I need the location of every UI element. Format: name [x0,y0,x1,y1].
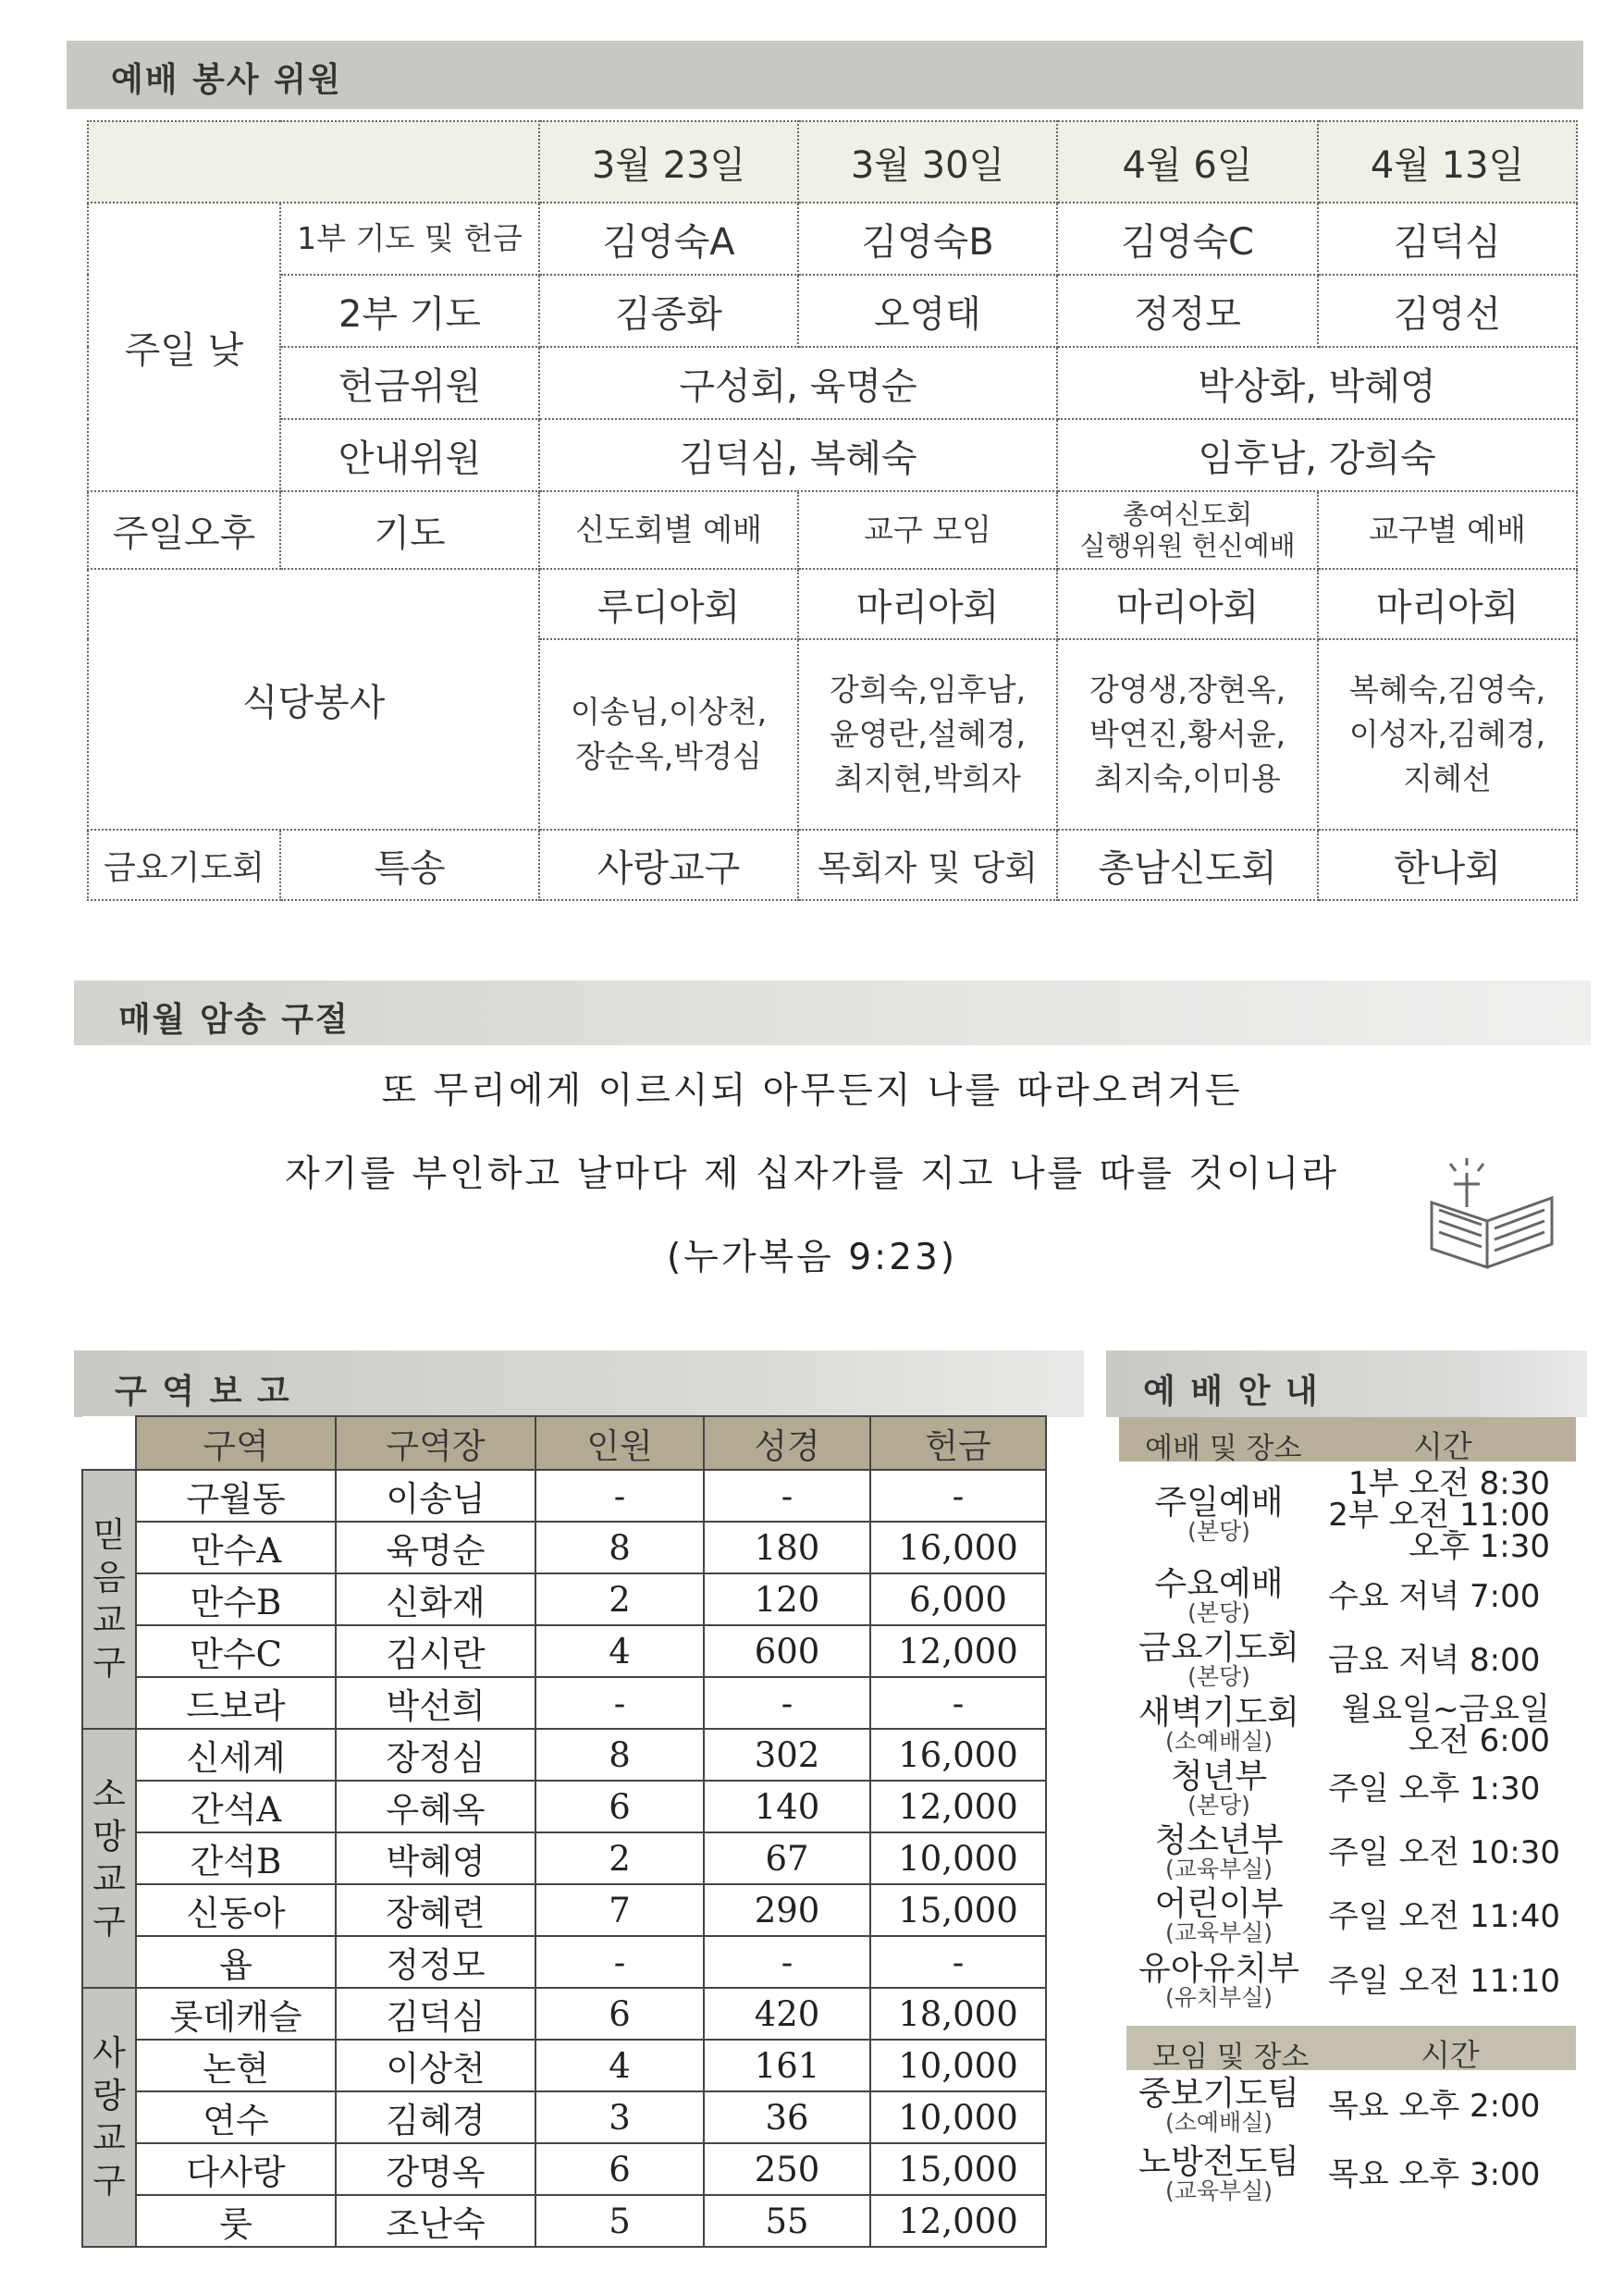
special-song-cell: 한나회 [1318,830,1577,900]
bible-icon [1413,1156,1570,1276]
service-place: (본당) [1187,1663,1250,1690]
bible-count: 600 [704,1625,870,1677]
district-name: 롯데캐슬 [136,1988,336,2040]
table-row [82,1729,1046,1781]
table-row [82,1677,1046,1729]
bible-count: 55 [704,2195,870,2247]
district-name: 연수 [136,2091,336,2143]
service-place: (본당) [1187,1792,1250,1819]
district-report-body [82,1470,1046,2247]
leader-name: 박혜영 [336,1832,535,1884]
service-row [1126,1465,1574,1565]
member-count: 4 [535,2040,704,2091]
date-header: 3월 30일 [798,121,1057,203]
date-header: 4월 6일 [1057,121,1318,203]
bible-count: 36 [704,2091,870,2143]
member-count: - [535,1677,704,1729]
service-name: 금요기도회 [1138,1629,1299,1667]
offering-cell: 구성회, 육명순 [539,347,1057,419]
member-count: 3 [535,2091,704,2143]
meeting-row [1126,2140,1574,2209]
pm-prayer-cell: 교구 모임 [798,491,1057,569]
service-place: (교육부실) [1164,1856,1273,1882]
service-time: 1부 오전 8:30 2부 오전 11:00 오후 1:30 [1328,1465,1550,1565]
prayer2-cell: 김종화 [539,275,798,347]
table-row [82,1988,1046,2040]
col-header-bible: 성경 [704,1416,870,1470]
service-name: 청소년부 [1154,1821,1284,1859]
table-row [82,1936,1046,1988]
offering-amount: 15,000 [870,1884,1046,1936]
meeting-header-time: 시간 [1421,2037,1480,2073]
district-name: 만수B [136,1573,336,1625]
service-name-block [1126,1950,1311,2011]
offering-amount: 10,000 [870,2040,1046,2091]
sunday-pm-label: 주일오후 [88,491,280,569]
member-count: 5 [535,2195,704,2247]
col-header-offering: 헌금 [870,1416,1046,1470]
service-time: 주일 오전 10:30 [1328,1834,1560,1871]
prayer1-cell: 김덕심 [1318,203,1577,275]
leader-name: 이송님 [336,1470,535,1522]
table-row [82,1832,1046,1884]
service-place: (교육부실) [1164,2177,1273,2204]
col-header-members: 인원 [535,1416,704,1470]
leader-name: 김덕심 [336,1988,535,2040]
verse-line-1: 또 무리에게 이르시되 아무든지 나를 따라오려거든 [381,1070,1243,1112]
prayer1-cell: 김영숙C [1057,203,1318,275]
table-row [82,1573,1046,1625]
pm-prayer-cell: 교구별 예배 [1318,491,1577,569]
service-name-block [1126,1760,1311,1818]
member-count: 8 [535,1729,704,1781]
district-name: 논현 [136,2040,336,2091]
special-song-label: 특송 [280,830,539,900]
verse-reference: (누가복음 9:23) [666,1237,958,1278]
leader-name: 김시란 [336,1625,535,1677]
table-row [82,1522,1046,1573]
member-count: 7 [535,1884,704,1936]
leader-name: 장혜련 [336,1884,535,1936]
cafeteria-label: 식당봉사 [88,569,539,830]
service-name: 유아유치부 [1138,1950,1299,1988]
service-name: 노방전도팀 [1138,2143,1299,2181]
offering-amount: - [870,1470,1046,1522]
district-name: 만수A [136,1522,336,1573]
service-name: 주일예배 [1154,1484,1284,1522]
district-name: 욥 [136,1936,336,1988]
offering-amount: 12,000 [870,1781,1046,1832]
col-header-leader: 구역장 [336,1416,535,1470]
bible-count: 302 [704,1729,870,1781]
service-time: 수요 저녁 7:00 [1328,1578,1541,1615]
service-time: 월요일~금요일 오전 6:00 [1341,1691,1550,1759]
special-song-cell: 총남신도회 [1057,830,1318,900]
service-time: 주일 오전 11:10 [1328,1963,1560,2000]
service-name: 수요예배 [1154,1565,1284,1603]
service-header-place: 예배 및 장소 [1145,1432,1302,1465]
member-count: - [535,1470,704,1522]
leader-name: 박선희 [336,1677,535,1729]
service-time: 주일 오후 1:30 [1328,1770,1541,1807]
bible-count: 420 [704,1988,870,2040]
bible-count: - [704,1936,870,1988]
service-time: 주일 오전 11:40 [1328,1898,1560,1935]
leader-name: 김혜경 [336,2091,535,2143]
pm-prayer-cell: 신도회별 예배 [539,491,798,569]
offering-amount: 18,000 [870,1988,1046,2040]
offering-amount: 6,000 [870,1573,1046,1625]
sunday-day-label: 주일 낮 [88,203,280,491]
district-name: 신동아 [136,1884,336,1936]
table-row [82,1884,1046,1936]
service-name-block [1126,1486,1311,1544]
leader-name: 강명옥 [336,2143,535,2195]
date-header: 3월 23일 [539,121,798,203]
district-name: 만수C [136,1625,336,1677]
bible-count: 290 [704,1884,870,1936]
district-name: 구월동 [136,1470,336,1522]
cafeteria-members: 복혜숙,김영숙, 이성자,김혜경, 지혜선 [1318,639,1577,830]
district-group-label: 사 랑 교 구 [82,1988,136,2247]
service-row [1126,1565,1574,1628]
corner-cell [88,121,539,203]
service-name-block [1126,1821,1311,1882]
leader-name: 육명순 [336,1522,535,1573]
member-count: 2 [535,1832,704,1884]
offering-amount: 10,000 [870,2091,1046,2143]
cafeteria-group: 마리아회 [1057,569,1318,639]
member-count: 8 [535,1522,704,1573]
leader-name: 우혜옥 [336,1781,535,1832]
usher-cell: 임후남, 강희숙 [1057,419,1577,491]
verse-line-2: 자기를 부인하고 날마다 제 십자가를 지고 나를 따를 것이니라 [284,1153,1340,1195]
special-song-cell: 목회자 및 당회 [798,830,1057,900]
worship-committee-table [87,120,1578,901]
memory-verse-header [74,980,1591,1045]
district-name: 룻 [136,2195,336,2247]
service-name-block [1126,1565,1311,1626]
offering-amount: - [870,1936,1046,1988]
service-time: 목요 오후 3:00 [1328,2156,1541,2193]
service-name-block [1126,1885,1311,1946]
service-row [1126,1820,1574,1885]
service-guide-header [1106,1350,1587,1417]
table-row [82,1625,1046,1677]
district-name: 신세계 [136,1729,336,1781]
table-row [82,2091,1046,2143]
prayer1-cell: 김영숙A [539,203,798,275]
cafeteria-members: 강희숙,임후남, 윤영란,설혜경, 최지현,박희자 [798,639,1057,830]
worship-committee-title: 예배 봉사 위원 [111,61,342,99]
cafeteria-members: 이송님,이상천, 장순옥,박경심 [539,639,798,830]
offering-amount: - [870,1677,1046,1729]
district-name: 드보라 [136,1677,336,1729]
service-place: (본당) [1187,1518,1250,1545]
service-name: 청년부 [1170,1758,1268,1795]
table-row [82,2040,1046,2091]
service-header-time: 시간 [1413,1428,1472,1464]
district-report-title: 구 역 보 고 [115,1373,291,1411]
member-count: 6 [535,2143,704,2195]
service-name: 어린이부 [1154,1885,1284,1923]
offering-amount: 12,000 [870,2195,1046,2247]
district-name: 간석A [136,1781,336,1832]
district-name: 다사랑 [136,2143,336,2195]
memory-verse-title: 매월 암송 구절 [118,1001,350,1039]
bible-count: - [704,1470,870,1522]
member-count: - [535,1936,704,1988]
service-place: (교육부실) [1164,1919,1273,1946]
service-row [1126,1885,1574,1948]
district-name: 간석B [136,1832,336,1884]
cafeteria-group: 마리아회 [798,569,1057,639]
offering-cell: 박상화, 박혜영 [1057,347,1577,419]
service-place: (소예배실) [1164,2109,1273,2136]
cafeteria-group: 루디아회 [539,569,798,639]
bible-count: 250 [704,2143,870,2195]
cafeteria-group: 마리아회 [1318,569,1577,639]
service-name-block [1126,2075,1311,2136]
district-report-table [81,1415,1047,2248]
service-row [1126,1693,1574,1758]
bible-count: 120 [704,1573,870,1625]
service-table-header [1119,1417,1576,1465]
pm-prayer-label: 기도 [280,491,539,569]
meeting-row [1126,2072,1574,2140]
service-row [1126,1758,1574,1820]
offering-amount: 10,000 [870,1832,1046,1884]
district-group-label: 소 망 교 구 [82,1729,136,1988]
member-count: 6 [535,1781,704,1832]
service-name-block [1126,1629,1311,1690]
bible-count: 161 [704,2040,870,2091]
cafeteria-members: 강영생,장현옥, 박연진,황서윤, 최지숙,이미용 [1057,639,1318,830]
prayer2-cell: 정정모 [1057,275,1318,347]
service-name: 새벽기도회 [1138,1694,1299,1732]
service-place: (유치부실) [1164,1984,1273,2011]
bible-count: 180 [704,1522,870,1573]
table-row [82,1470,1046,1522]
prayer1-cell: 김영숙B [798,203,1057,275]
usher-cell: 김덕심, 복혜숙 [539,419,1057,491]
prayer2-cell: 오영태 [798,275,1057,347]
offering-amount: 16,000 [870,1522,1046,1573]
leader-name: 정정모 [336,1936,535,1988]
leader-name: 신화재 [336,1573,535,1625]
service-time: 금요 저녁 8:00 [1328,1642,1541,1679]
service-row [1126,1948,1574,2015]
prayer1-label: 1부 기도 및 헌금 [280,203,539,275]
member-count: 2 [535,1573,704,1625]
district-group-label: 믿 음 교 구 [82,1470,136,1729]
prayer2-label: 2부 기도 [280,275,539,347]
col-header-district: 구역 [136,1416,336,1470]
service-name: 중보기도팀 [1138,2075,1299,2113]
meeting-table-header [1126,2026,1576,2074]
table-row [82,2195,1046,2247]
service-time: 목요 오후 2:00 [1328,2088,1541,2125]
offering-amount: 16,000 [870,1729,1046,1781]
service-name-block [1126,1696,1311,1754]
meeting-header-place: 모임 및 장소 [1152,2041,1310,2074]
bible-count: 140 [704,1781,870,1832]
bible-count: - [704,1677,870,1729]
prayer2-cell: 김영선 [1318,275,1577,347]
offering-label: 헌금위원 [280,347,539,419]
leader-name: 장정심 [336,1729,535,1781]
service-name-block [1126,2143,1311,2204]
table-row [82,1781,1046,1832]
table-row [82,2143,1046,2195]
date-header: 4월 13일 [1318,121,1577,203]
usher-label: 안내위원 [280,419,539,491]
service-guide-title: 예 배 안 내 [1143,1373,1320,1411]
special-song-cell: 사랑교구 [539,830,798,900]
service-place: (본당) [1187,1599,1250,1626]
friday-prayer-label: 금요기도회 [88,830,280,900]
offering-amount: 15,000 [870,2143,1046,2195]
member-count: 6 [535,1988,704,2040]
service-place: (소예배실) [1164,1728,1273,1755]
bible-count: 67 [704,1832,870,1884]
worship-committee-header [67,41,1583,109]
member-count: 4 [535,1625,704,1677]
pm-prayer-cell: 총여신도회 실행위원 헌신예배 [1057,491,1318,569]
leader-name: 이상천 [336,2040,535,2091]
service-row [1126,1628,1574,1693]
district-report-header [74,1350,1084,1417]
leader-name: 조난숙 [336,2195,535,2247]
offering-amount: 12,000 [870,1625,1046,1677]
